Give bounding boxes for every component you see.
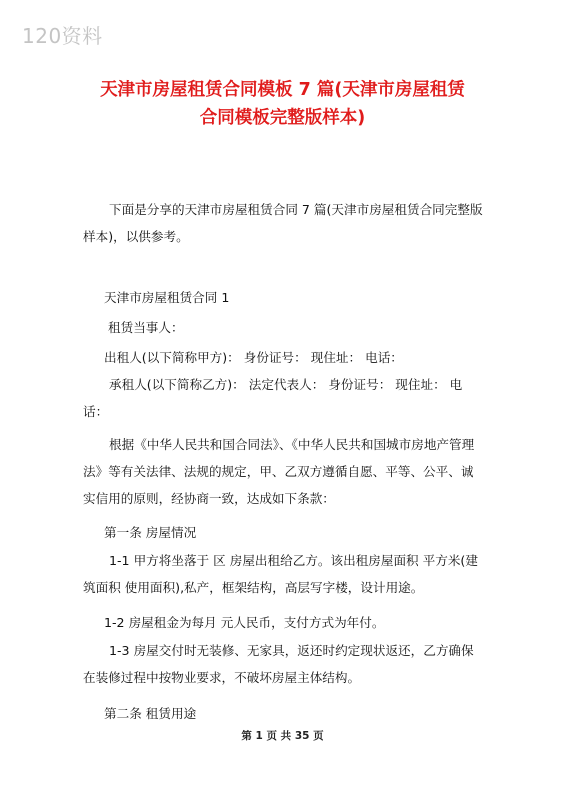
article-1-heading: 第一条 房屋情况 bbox=[104, 525, 197, 540]
clause-1-1-text: 1-1 甲方将坐落于 区 房屋出租给乙方。该出租房屋面积 平方米(建筑面积 使用面积),私产，框架结构，高层写字楼，设计用途。 bbox=[83, 553, 478, 595]
watermark: 120资料 bbox=[22, 24, 103, 48]
parties-label: 租赁当事人： bbox=[108, 320, 184, 335]
document-title bbox=[60, 76, 505, 132]
intro-text: 下面是分享的天津市房屋租赁合同 7 篇(天津市房屋租赁合同完整版样本)，以供参考。 bbox=[83, 202, 483, 244]
basis-paragraph bbox=[83, 431, 483, 512]
clause-1-3-text: 1-3 房屋交付时无装修、无家具，返还时约定现状返还，乙方确保在装修过程中按物业要求，不破坏房屋主体结构。 bbox=[83, 643, 474, 685]
basis-text: 根据《中华人民共和国合同法》、《中华人民共和国城市房地产管理法》等有关法律、法规的规定，甲、乙双方遵循自愿、平等、公平、诚实信用的原则，经协商一致，达成如下条款： bbox=[83, 437, 475, 506]
clause-1-2: 1-2 房屋租金为每月 元人民币，支付方式为年付。 bbox=[104, 615, 385, 630]
title-line-2: 合同模板完整版样本) bbox=[199, 108, 366, 128]
lessee-text: 承租人(以下简称乙方)： 法定代表人： 身份证号： 现住址： 电话： bbox=[83, 377, 463, 419]
page-footer: 第 1 页 共 35 页 bbox=[241, 730, 324, 742]
article-2-heading: 第二条 租赁用途 bbox=[104, 706, 197, 721]
clause-1-3 bbox=[83, 637, 483, 691]
title-line-1: 天津市房屋租赁合同模板 7 篇(天津市房屋租赁 bbox=[100, 80, 465, 100]
clause-1-1 bbox=[83, 547, 483, 601]
intro-paragraph bbox=[83, 196, 483, 250]
contract-heading: 天津市房屋租赁合同 1 bbox=[104, 290, 230, 305]
lessee-paragraph bbox=[83, 371, 483, 425]
lessor-line: 出租人(以下简称甲方)： 身份证号： 现住址： 电话： bbox=[104, 350, 403, 365]
